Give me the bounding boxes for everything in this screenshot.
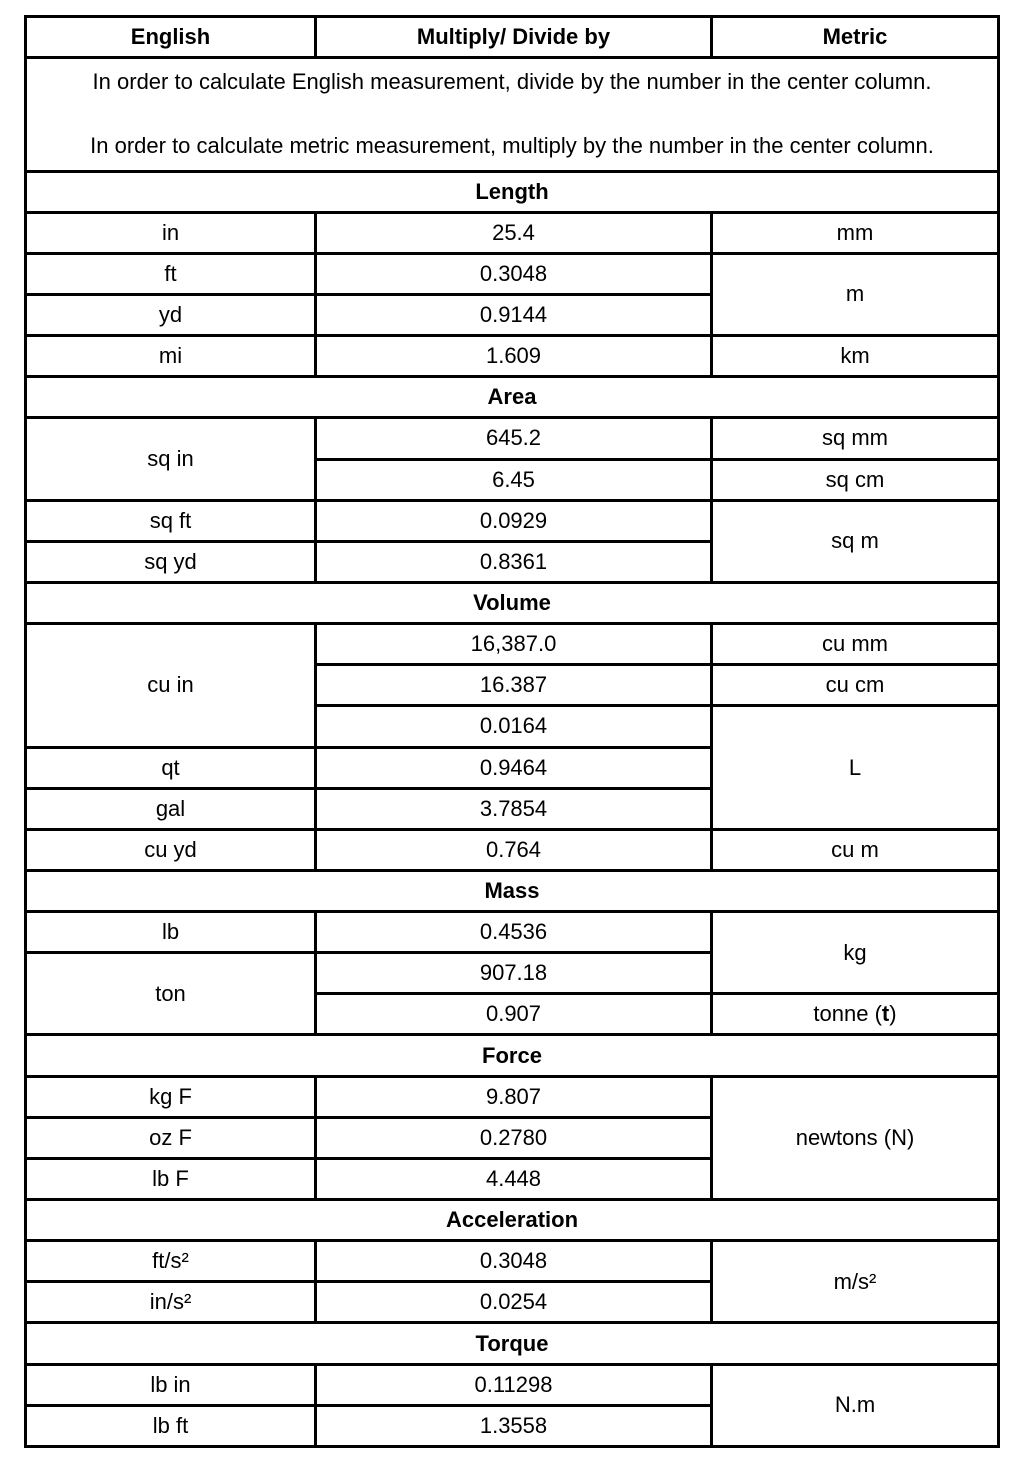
english-unit: mi: [26, 336, 316, 377]
table-row: [26, 829, 999, 870]
section-title: Mass: [26, 870, 999, 911]
metric-unit: cu cm: [712, 665, 999, 706]
section-title: Volume: [26, 582, 999, 623]
metric-unit-symbol: t: [881, 1001, 890, 1027]
metric-unit: L: [712, 706, 999, 829]
conversion-factor: 0.8361: [316, 541, 712, 582]
conversion-factor: 0.907: [316, 994, 712, 1035]
english-unit: lb F: [26, 1158, 316, 1199]
conversion-factor: 0.0254: [316, 1282, 712, 1323]
conversion-factor: 0.3048: [316, 253, 712, 294]
english-unit: oz F: [26, 1117, 316, 1158]
metric-unit: mm: [712, 212, 999, 253]
conversion-factor: 0.764: [316, 829, 712, 870]
english-unit: kg F: [26, 1076, 316, 1117]
english-unit: sq yd: [26, 541, 316, 582]
header-metric: Metric: [712, 17, 999, 58]
english-unit: yd: [26, 294, 316, 335]
metric-unit: cu mm: [712, 624, 999, 665]
table-row: [26, 1241, 999, 1282]
metric-unit: m/s²: [712, 1241, 999, 1323]
table-row: [26, 336, 999, 377]
english-unit: gal: [26, 788, 316, 829]
section-title: Length: [26, 171, 999, 212]
section-title: Force: [26, 1035, 999, 1076]
instructions-row: [26, 58, 999, 171]
conversion-factor: 25.4: [316, 212, 712, 253]
english-unit: ft/s²: [26, 1241, 316, 1282]
section-header-acceleration: [26, 1200, 999, 1241]
english-unit: cu yd: [26, 829, 316, 870]
section-header-torque: [26, 1323, 999, 1364]
english-unit: lb ft: [26, 1405, 316, 1446]
english-unit: sq ft: [26, 500, 316, 541]
metric-unit: N.m: [712, 1364, 999, 1446]
english-unit: ft: [26, 253, 316, 294]
conversion-factor: 16,387.0: [316, 624, 712, 665]
conversion-factor: 3.7854: [316, 788, 712, 829]
metric-unit: kg: [712, 912, 999, 994]
section-header-area: [26, 377, 999, 418]
table-row: [26, 212, 999, 253]
metric-unit-suffix: ): [889, 1001, 897, 1027]
table-row: [26, 418, 999, 459]
section-header-volume: [26, 582, 999, 623]
metric-unit: newtons (N): [712, 1076, 999, 1199]
table-row: [26, 1076, 999, 1117]
conversion-factor: 9.807: [316, 1076, 712, 1117]
metric-unit: m: [712, 253, 999, 335]
conversion-factor: 1.609: [316, 336, 712, 377]
english-unit: sq in: [26, 418, 316, 500]
section-title: Acceleration: [26, 1200, 999, 1241]
english-unit: in: [26, 212, 316, 253]
instructions-cell: [26, 58, 999, 171]
metric-unit: cu m: [712, 829, 999, 870]
conversion-factor: 0.9464: [316, 747, 712, 788]
english-unit: in/s²: [26, 1282, 316, 1323]
instruction-metric: In order to calculate metric measurement, multiply by the number in the center column.: [90, 133, 934, 159]
conversion-table: [24, 15, 1000, 1448]
conversion-factor: 4.448: [316, 1158, 712, 1199]
conversion-factor: 16.387: [316, 665, 712, 706]
english-unit: cu in: [26, 624, 316, 747]
english-unit: lb in: [26, 1364, 316, 1405]
metric-unit: sq mm: [712, 418, 999, 459]
english-unit: qt: [26, 747, 316, 788]
conversion-factor: 0.3048: [316, 1241, 712, 1282]
table-row: [26, 500, 999, 541]
metric-unit-prefix: tonne (: [813, 1001, 882, 1027]
conversion-factor: 0.2780: [316, 1117, 712, 1158]
header-factor: Multiply/ Divide by: [316, 17, 712, 58]
metric-unit: km: [712, 336, 999, 377]
section-header-force: [26, 1035, 999, 1076]
section-header-mass: [26, 870, 999, 911]
conversion-factor: 645.2: [316, 418, 712, 459]
conversion-factor: 907.18: [316, 953, 712, 994]
metric-unit: [712, 994, 999, 1035]
section-title: Torque: [26, 1323, 999, 1364]
metric-unit: sq cm: [712, 459, 999, 500]
section-header-length: [26, 171, 999, 212]
header-english: English: [26, 17, 316, 58]
instruction-english: In order to calculate English measurement, divide by the number in the center column.: [92, 69, 932, 95]
conversion-factor: 6.45: [316, 459, 712, 500]
table-row: [26, 624, 999, 665]
english-unit: ton: [26, 953, 316, 1035]
section-title: Area: [26, 377, 999, 418]
conversion-factor: 0.0164: [316, 706, 712, 747]
table-row: [26, 1364, 999, 1405]
conversion-factor: 0.9144: [316, 294, 712, 335]
table-row: [26, 253, 999, 294]
conversion-factor: 0.0929: [316, 500, 712, 541]
english-unit: lb: [26, 912, 316, 953]
conversion-factor: 1.3558: [316, 1405, 712, 1446]
conversion-factor: 0.4536: [316, 912, 712, 953]
header-row: [26, 17, 999, 58]
metric-unit: sq m: [712, 500, 999, 582]
table-row: [26, 912, 999, 953]
conversion-factor: 0.11298: [316, 1364, 712, 1405]
